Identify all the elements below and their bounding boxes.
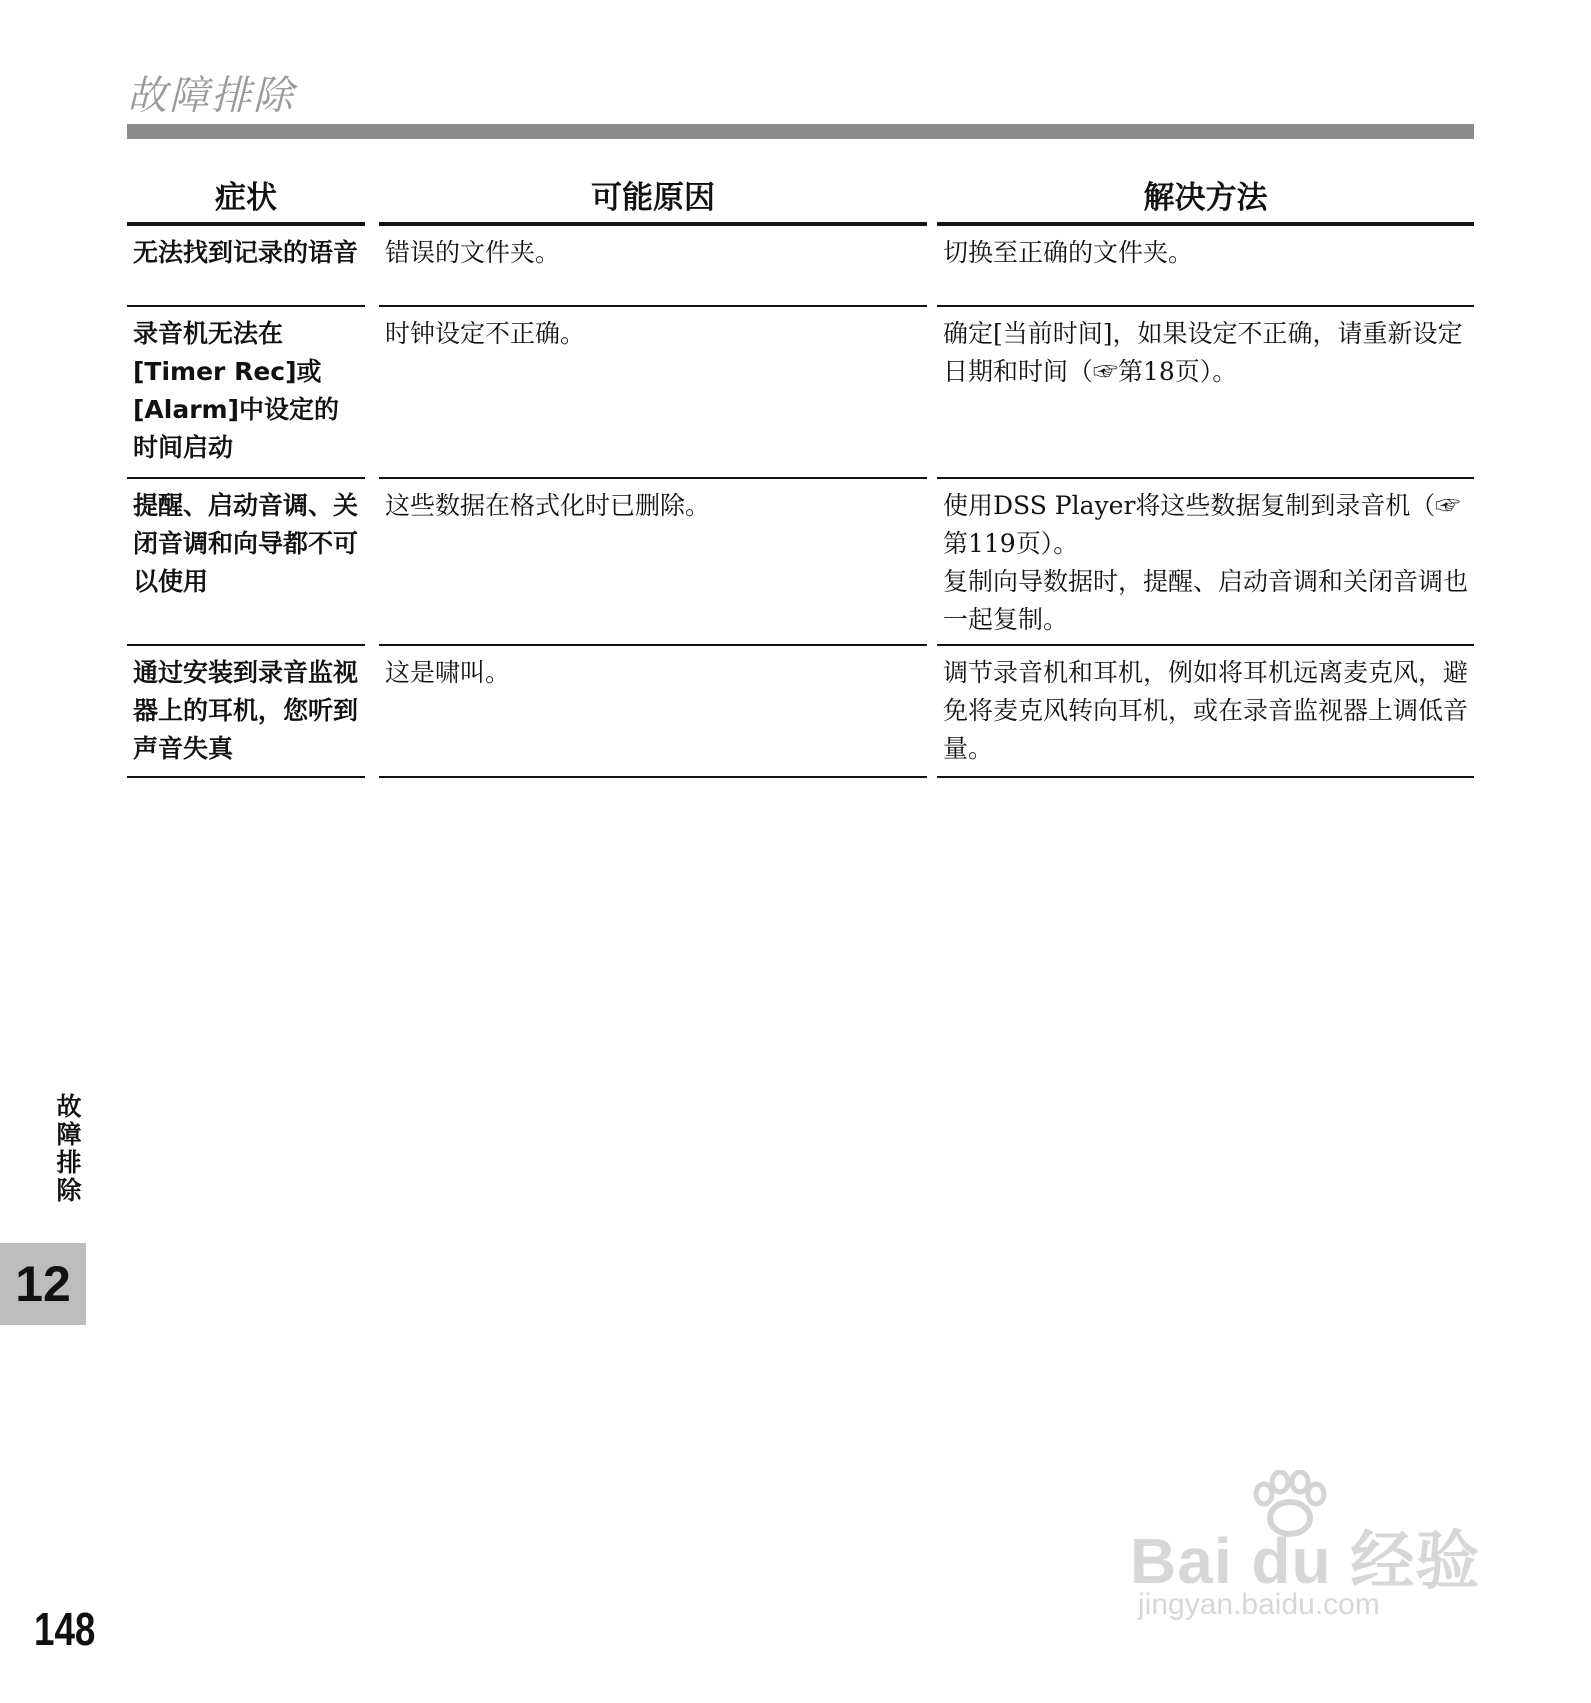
- watermark-url: jingyan.baidu.com: [1138, 1588, 1380, 1621]
- symptom-cell: 通过安装到录音监视器上的耳机，您听到声音失真: [127, 646, 365, 778]
- page-number: 148: [34, 1603, 96, 1655]
- solution-cell: [937, 307, 1474, 479]
- chapter-tab: 12: [0, 1243, 86, 1325]
- baidu-watermark: [1130, 1470, 1510, 1620]
- cause-cell: 时钟设定不正确。: [379, 307, 927, 479]
- symptom-cell: 录音机无法在[Timer Rec]或[Alarm]中设定的时间启动: [127, 307, 365, 479]
- solution-cell: [937, 226, 1474, 307]
- solution-text: 确定[当前时间]，如果设定不正确，请重新设定日期和时间（☞第18页）。: [943, 319, 1463, 386]
- header-symptom: 症状: [127, 176, 365, 226]
- solution-text: 调节录音机和耳机，例如将耳机远离麦克风，避免将麦克风转向耳机，或在录音监视器上调低音量。: [943, 658, 1469, 763]
- symptom-cell: 无法找到记录的语音: [127, 226, 365, 307]
- cause-cell: 这是啸叫。: [379, 646, 927, 778]
- table-row: [127, 479, 1474, 646]
- cause-cell: 这些数据在格式化时已删除。: [379, 479, 927, 646]
- title-rule: [127, 124, 1474, 139]
- watermark-logo-text: Bai du 经验: [1130, 1525, 1481, 1597]
- side-section-label: 故障排除: [56, 1092, 82, 1205]
- solution-text: 复制向导数据时，提醒、启动音调和关闭音调也一起复制。: [943, 567, 1469, 634]
- header-solution: 解决方法: [937, 176, 1474, 226]
- cause-cell: 错误的文件夹。: [379, 226, 927, 307]
- solution-cell: [937, 646, 1474, 778]
- solution-text: 切换至正确的文件夹。: [943, 238, 1194, 267]
- solution-text: 使用DSS Player将这些数据复制到录音机（☞第119页）。: [943, 491, 1461, 558]
- solution-cell: [937, 479, 1474, 646]
- header-cause: 可能原因: [379, 176, 927, 226]
- page-title: 故障排除: [127, 73, 295, 119]
- table-row: [127, 307, 1474, 479]
- table-row: [127, 646, 1474, 778]
- symptom-cell: 提醒、启动音调、关闭音调和向导都不可以使用: [127, 479, 365, 646]
- table-row: [127, 226, 1474, 307]
